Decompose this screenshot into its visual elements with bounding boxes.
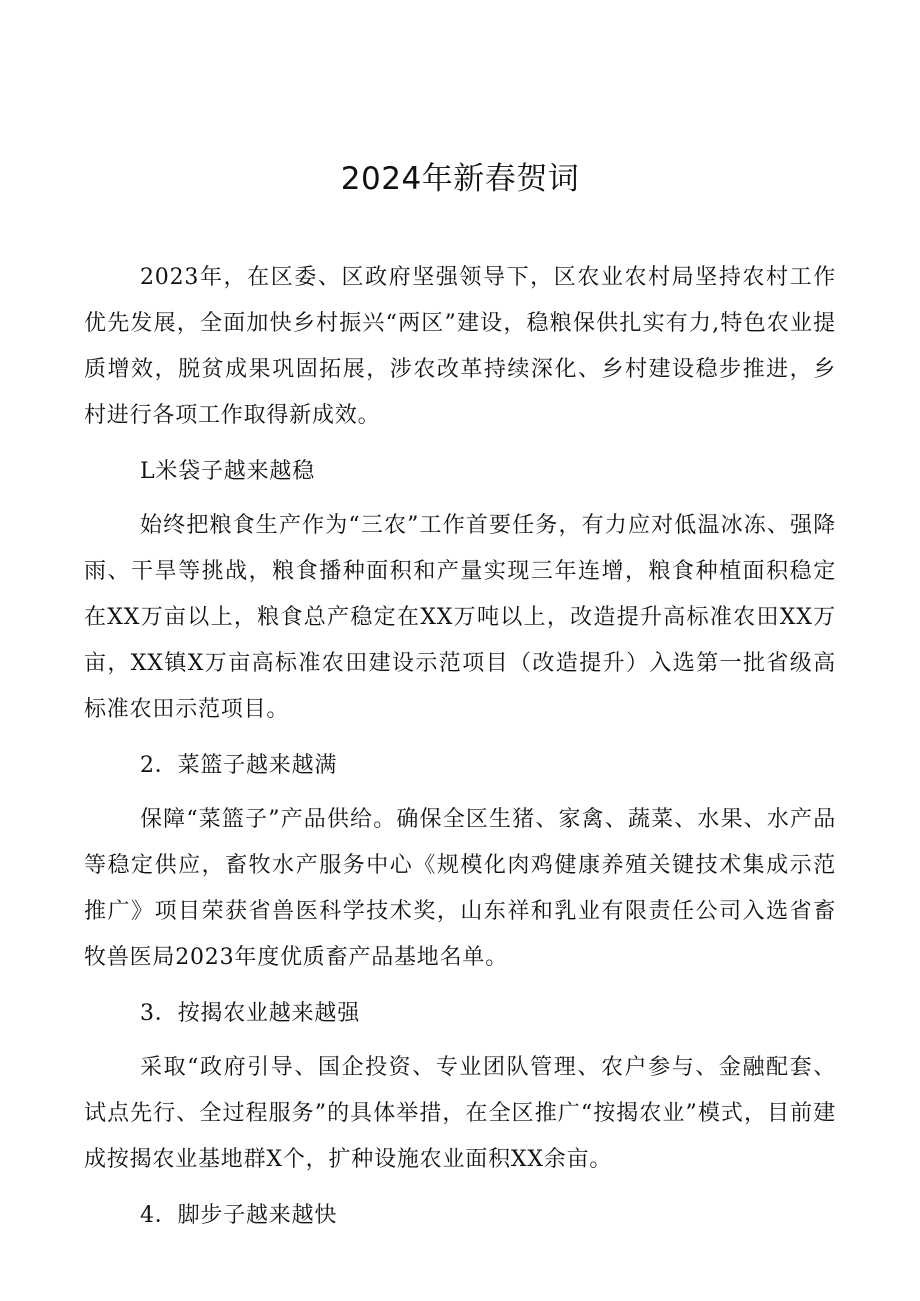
section-text-2: 保障“菜篮子”产品供给。确保全区生猪、家禽、蔬菜、水果、水产品等稳定供应，畜牧水产服务中心《规模化肉鸡健康养殖关键技术集成示范推广》项目荣获省兽医科学技术奖，山东祥和乳业有限责任公司入选省畜牧兽医局2023年度优质畜产品基地名单。 xyxy=(84,807,836,970)
section-text-1: 始终把粮食生产作为“三农”工作首要任务，有力应对低温冰冻、强降雨、干旱等挑战，粮食播种面积和产量实现三年连增，粮食种植面积稳定在XX万亩以上，粮食总产稳定在XX万吨以上，改造提升高标准农田XX万亩，XX镇X万亩高标准农田建设示范项目（改造提升）入选第一批省级高标准农田示范项目。 xyxy=(84,513,836,722)
document-body xyxy=(84,255,836,1247)
section-text-3: 采取“政府引导、国企投资、专业团队管理、农户参与、金融配套、试点先行、全过程服务”的具体举措，在全区推广“按揭农业”模式，目前建成按揭农业基地群X个，扩种设施农业面积XX余亩。 xyxy=(84,1055,836,1172)
section-heading-2: 2．菜篮子越来越满 xyxy=(140,753,338,778)
section-heading-1: L米袋子越来越稳 xyxy=(140,459,316,484)
section-heading-3: 3．按揭农业越来越强 xyxy=(140,1001,360,1026)
section-heading-4: 4．脚步子越来越快 xyxy=(140,1203,338,1228)
document-title: 2024年新春贺词 xyxy=(340,161,580,197)
intro-paragraph: 2023年，在区委、区政府坚强领导下，区农业农村局坚持农村工作优先发展，全面加快乡村振兴“两区”建设，稳粮保供扎实有力,特色农业提质增效，脱贫成果巩固拓展，涉农改革持续深化、乡村建设稳步推进，乡村进行各项工作取得新成效。 xyxy=(84,265,836,428)
